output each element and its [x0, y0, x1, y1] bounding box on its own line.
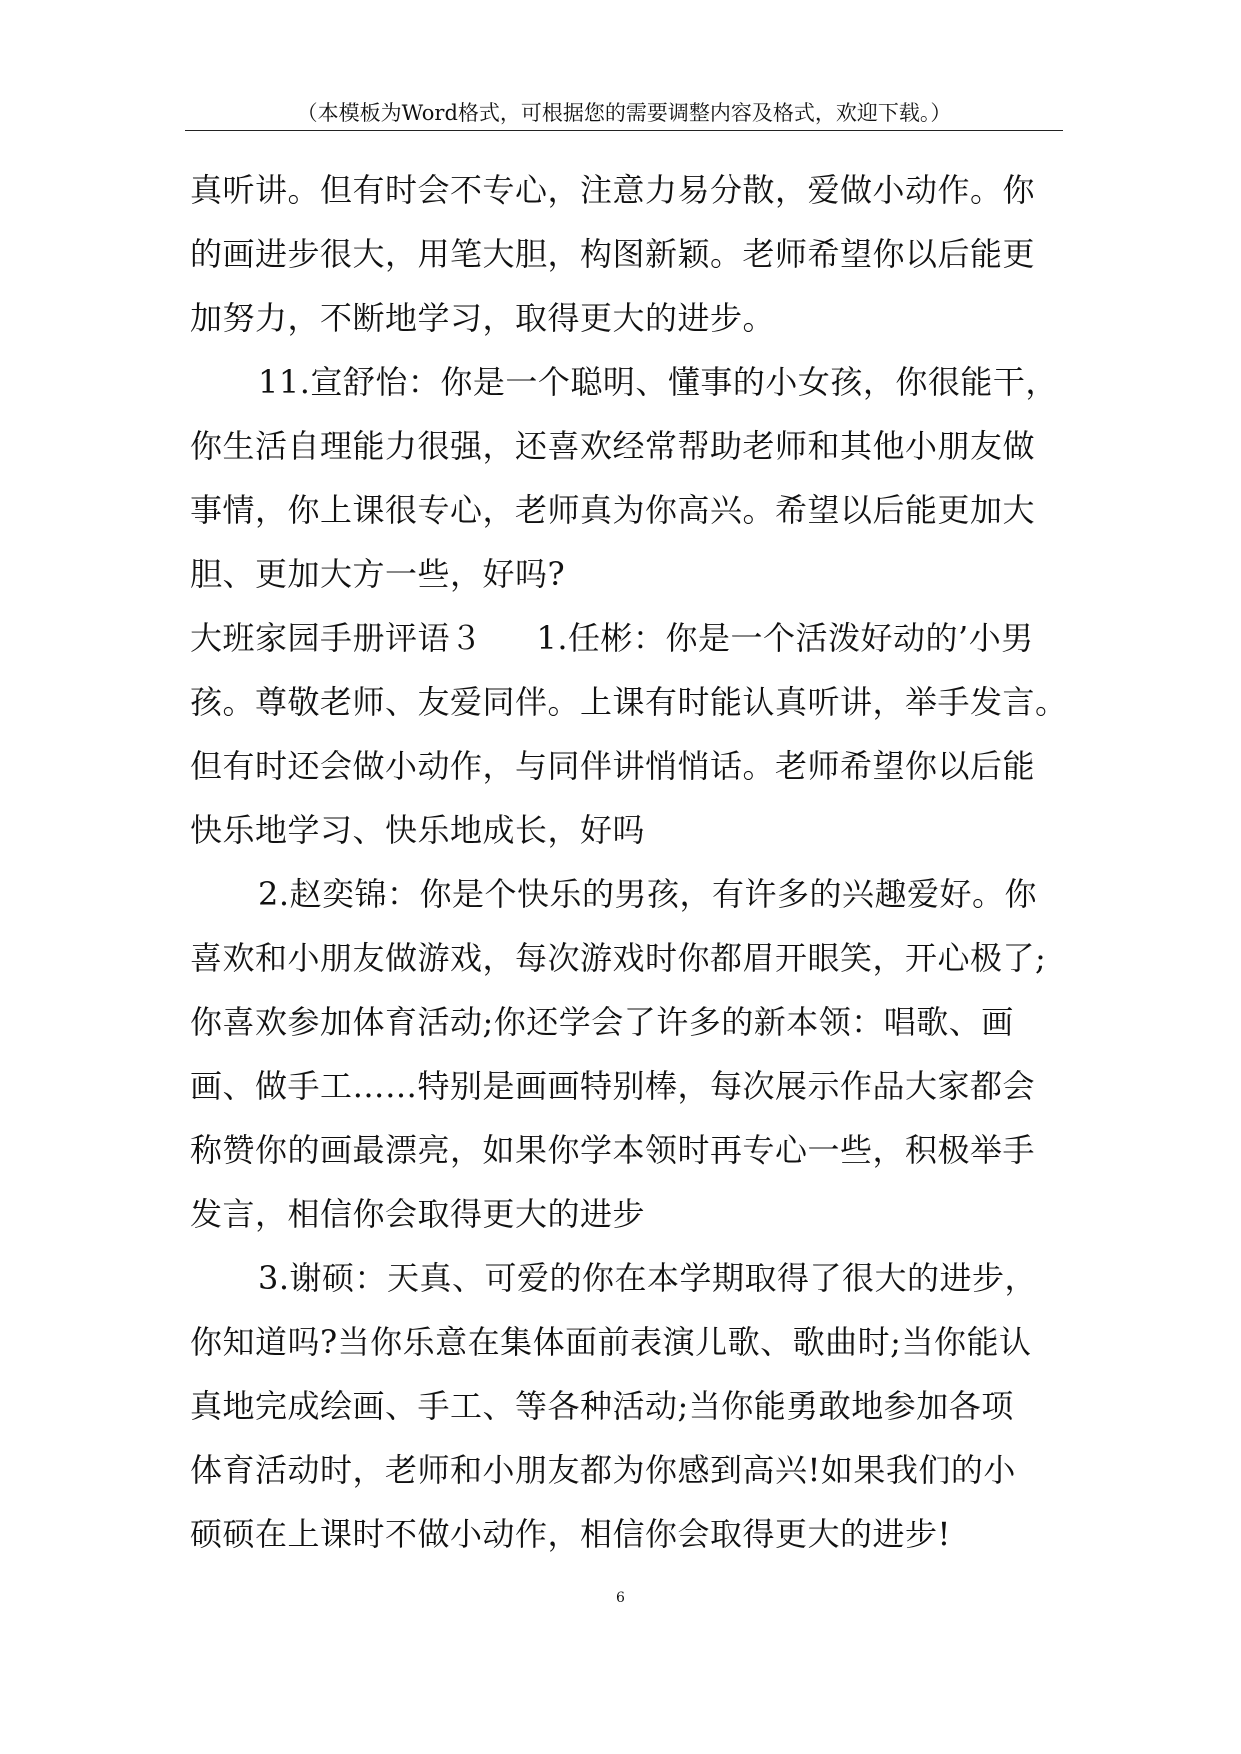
header-note: （本模板为Word格式，可根据您的需要调整内容及格式，欢迎下载。） — [296, 101, 952, 125]
section-heading: 大班家园手册评语３ — [190, 619, 483, 657]
paragraph-start-line: 2.赵奕锦：你是个快乐的男孩，有许多的兴趣爱好。你 — [258, 875, 1038, 913]
text-line: 1.任彬：你是一个活泼好动的’小男 — [536, 619, 1034, 657]
text-line: 发言，相信你会取得更大的进步 — [190, 1195, 646, 1233]
document-body — [190, 158, 1070, 1566]
text-line: 真地完成绘画、手工、等各种活动;当你能勇敢地参加各项 — [190, 1387, 1014, 1425]
text-line: 画、做手工……特别是画画特别棒，每次展示作品大家都会 — [190, 1067, 1036, 1105]
text-line: 体育活动时，老师和小朋友都为你感到高兴!如果我们的小 — [190, 1451, 1016, 1489]
text-line: 硕硕在上课时不做小动作，相信你会取得更大的进步! — [190, 1515, 951, 1553]
text-line: 称赞你的画最漂亮，如果你学本领时再专心一些，积极举手 — [190, 1131, 1036, 1169]
text-line: 喜欢和小朋友做游戏，每次游戏时你都眉开眼笑，开心极了; — [190, 939, 1047, 977]
text-line: 但有时还会做小动作，与同伴讲悄悄话。老师希望你以后能 — [190, 747, 1036, 785]
text-line: 胆、更加大方一些，好吗? — [190, 555, 566, 593]
text-line: 快乐地学习、快乐地成长，好吗 — [190, 811, 646, 849]
paragraph-start-line: 11.宣舒怡：你是一个聪明、懂事的小女孩，你很能干， — [258, 363, 1058, 401]
text-line: 事情，你上课很专心，老师真为你高兴。希望以后能更加大 — [190, 491, 1036, 529]
page-number: 6 — [616, 1590, 625, 1606]
text-line: 你知道吗?当你乐意在集体面前表演儿歌、歌曲时;当你能认 — [190, 1323, 1032, 1361]
text-line: 孩。尊敬老师、友爱同伴。上课有时能认真听讲，举手发言。 — [190, 683, 1068, 721]
text-line: 你生活自理能力很强，还喜欢经常帮助老师和其他小朋友做 — [190, 427, 1036, 465]
text-line: 的画进步很大，用笔大胆，构图新颖。老师希望你以后能更 — [190, 235, 1036, 273]
section-heading-line — [190, 606, 1070, 670]
text-line: 你喜欢参加体育活动;你还学会了许多的新本领：唱歌、画 — [190, 1003, 1014, 1041]
header-divider — [185, 130, 1063, 131]
text-line: 真听讲。但有时会不专心，注意力易分散，爱做小动作。你 — [190, 171, 1036, 209]
paragraph-start-line: 3.谢硕：天真、可爱的你在本学期取得了很大的进步， — [258, 1259, 1038, 1297]
text-line: 加努力，不断地学习，取得更大的进步。 — [190, 299, 776, 337]
